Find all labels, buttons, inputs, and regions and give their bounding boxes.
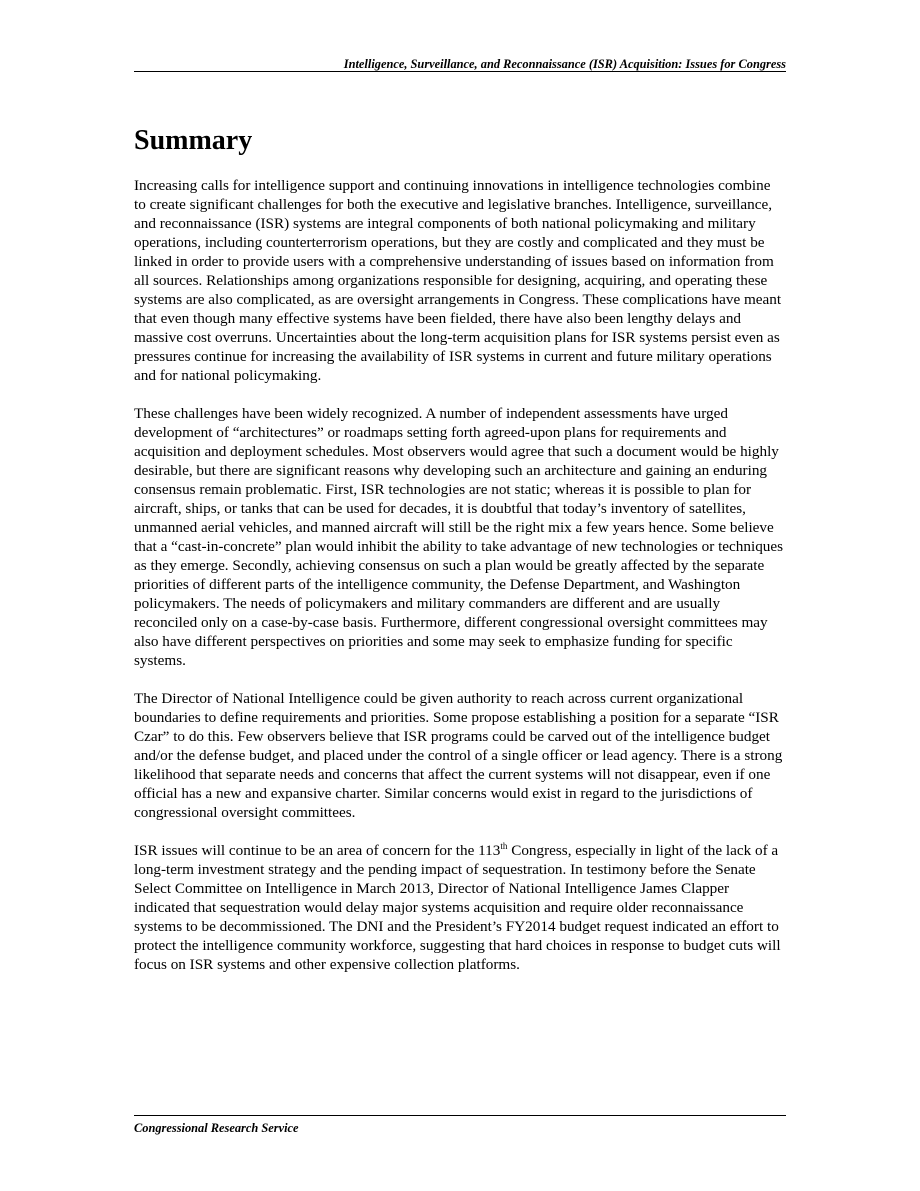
summary-paragraph-2: These challenges have been widely recognized. A number of independent assessments have urged development of “architectures” or roadmaps setting forth agreed-upon plans for requirements and acquisition and deployment schedules. Most observers would agree that such a document would be highly desirable, but there are significant reasons why developing such an architecture and gaining an enduring consensus remain problematic. First, ISR technologies are not static; whereas it is possible to plan for aircraft, ships, or tanks that can be used for decades, it is doubtful that today’s inventory of satellites, unmanned aerial vehicles, and manned aircraft will still be the right mix a few years hence. Some believe that a “cast-in-concrete” plan would inhibit the ability to take advantage of new technologies or techniques as they emerge. Secondly, achieving consensus on such a plan would be greatly affected by the separate priorities of different parts of the intelligence community, the Defense Department, and Washington policymakers. The needs of policymakers and military commanders are different and are usually reconciled only on a case-by-case basis. Furthermore, different congressional oversight committees may also have different perspectives on priorities and some may seek to emphasize funding for specific systems. (134, 405, 784, 669)
header-rule (134, 71, 786, 72)
summary-body (134, 176, 786, 993)
footer-rule (134, 1115, 786, 1116)
paragraph-4-text-end: Congress, especially in light of the lack of a long-term investment strategy and the pending impact of sequestration. In testimony before the Senate Select Committee on Intelligence in March 2013, Director of National Intelligence James Clapper indicated that sequestration would delay major systems acquisition and require older reconnaissance systems to be decommissioned. The DNI and the President’s FY2014 budget request indicated an effort to protect the intelligence community workforce, suggesting that hard choices in response to budget cuts will focus on ISR systems and other expensive collection platforms. (134, 842, 781, 973)
summary-paragraph-3: The Director of National Intelligence could be given authority to reach across current organizational boundaries to define requirements and priorities. Some propose establishing a position for a separate “ISR Czar” to do this. Few observers believe that ISR programs could be carved out of the intelligence budget and/or the defense budget, and placed under the control of a single officer or lead agency. There is a strong likelihood that separate needs and concerns that affect the current systems will not disappear, even if one official has a new and expansive charter. Similar concerns would exist in regard to the jurisdictions of congressional oversight committees. (134, 690, 783, 821)
summary-paragraph-1: Increasing calls for intelligence support and continuing innovations in intelligence technologies combine to create significant challenges for both the executive and legislative branches. Intelligence, surveillance, and reconnaissance (ISR) systems are integral components of both national policymaking and military operations, including counterterrorism operations, but they are costly and complicated and they must be linked in order to provide users with a comprehensive understanding of issues based on information from all sources. Relationships among organizations responsible for designing, acquiring, and operating these systems are also complicated, as are oversight arrangements in Congress. These complications have meant that even though many effective systems have been fielded, there have also been lengthy delays and massive cost overruns. Uncertainties about the long-term acquisition plans for ISR systems persist even as pressures continue for increasing the availability of ISR systems in current and future military operations and for national policymaking. (134, 177, 782, 384)
running-header: Intelligence, Surveillance, and Reconnaissance (ISR) Acquisition: Issues for Congress (343, 57, 786, 71)
running-footer: Congressional Research Service (134, 1121, 299, 1135)
ordinal-superscript: th (500, 840, 508, 851)
summary-paragraph-4 (134, 841, 786, 974)
paragraph-4-text-start: ISR issues will continue to be an area of concern for the 113 (134, 842, 501, 859)
page-title: Summary (134, 125, 253, 156)
